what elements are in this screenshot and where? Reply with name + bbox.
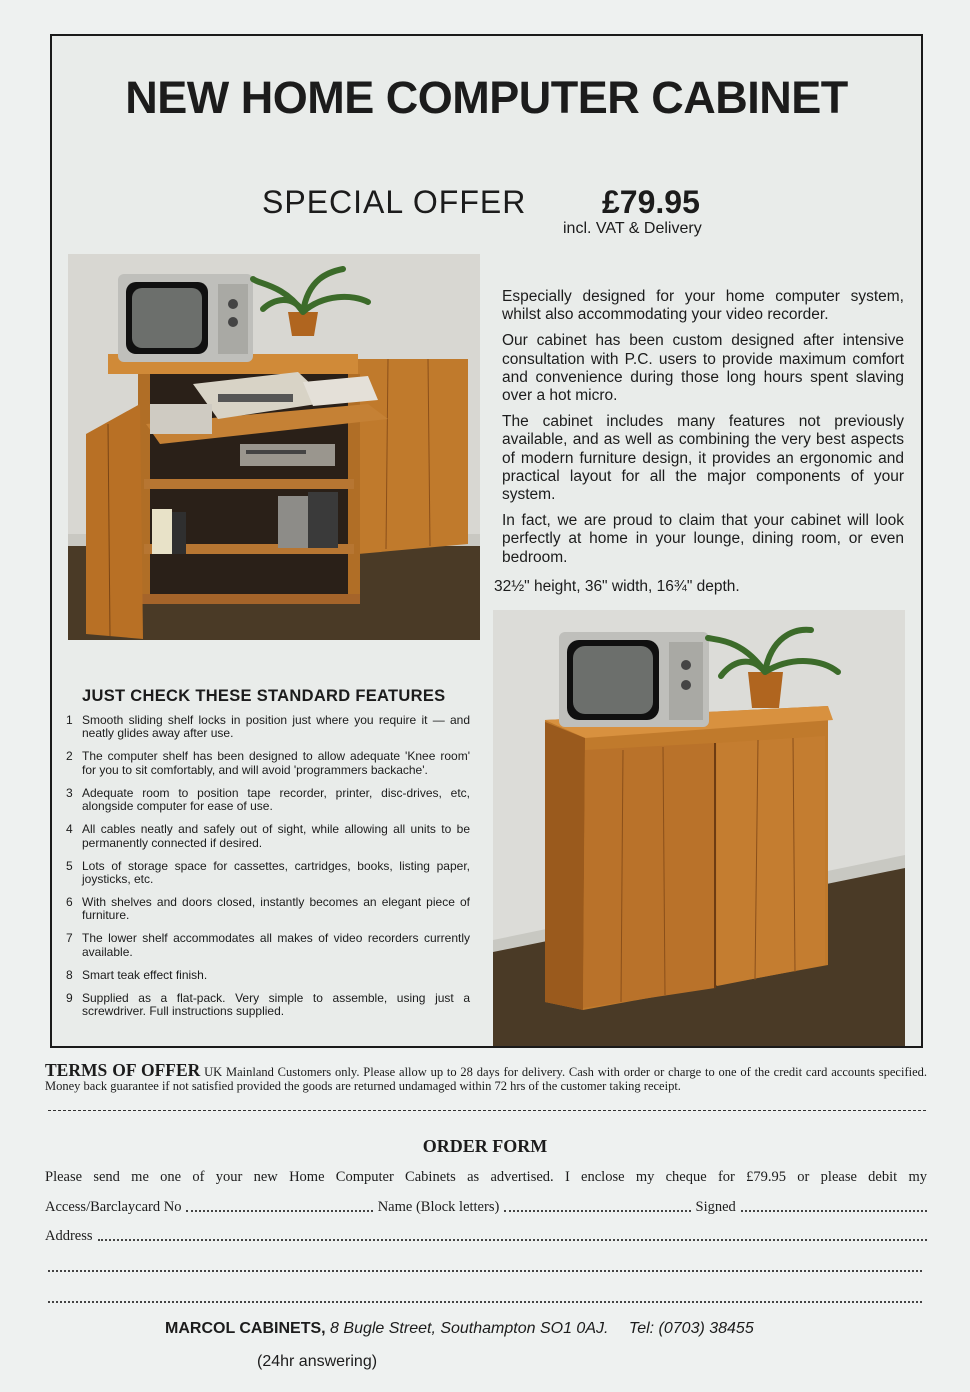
list-item: [66, 787, 470, 814]
card-number-label: Access/Barclaycard No: [45, 1199, 182, 1215]
intro-text: [502, 288, 904, 575]
terms-text: UK Mainland Customers only. Please allow up to 28 days for delivery. Cash with order or charge to one of the credit card accounts specified. Money back guarantee if not satisfied provided the goods are returned undamaged within 72 hrs of the customer taking receipt.: [45, 1065, 928, 1093]
terms-of-offer: [45, 1060, 928, 1093]
feature-text: Adequate room to position tape recorder, printer, disc-drives, etc, alongside computer for ease of use.: [82, 785, 470, 814]
features-list: [66, 714, 470, 1028]
order-card-line: [45, 1199, 927, 1216]
feature-text: Supplied as a flat-pack. Very simple to assemble, using just a screwdriver. Full instructions supplied.: [82, 990, 470, 1019]
dimensions: 32½" height, 36" width, 16¾" depth.: [494, 578, 740, 595]
feature-text: Lots of storage space for cassettes, cartridges, books, listing paper, joysticks, etc.: [82, 858, 470, 887]
address-label: Address: [45, 1228, 93, 1244]
address-field-line-3[interactable]: [48, 1301, 922, 1303]
cut-line: [48, 1110, 926, 1111]
list-item: [66, 969, 470, 982]
intro-paragraph: Especially designed for your home computer system, whilst also accommodating your video recorder.: [502, 288, 904, 324]
headline: NEW HOME COMPUTER CABINET: [125, 72, 848, 123]
signature-field[interactable]: [741, 1210, 927, 1212]
terms-label: TERMS OF OFFER: [45, 1060, 201, 1080]
list-item: [66, 750, 470, 777]
feature-text: The lower shelf accommodates all makes of video recorders currently available.: [82, 931, 470, 959]
list-item: [66, 823, 470, 850]
company-footer: [165, 1320, 754, 1338]
closed-cabinet-photo: [493, 610, 905, 1046]
name-label: Name (Block letters): [377, 1199, 500, 1215]
company-address: 8 Bugle Street, Southampton SO1 0AJ.: [330, 1320, 609, 1337]
feature-number: 4: [66, 822, 73, 837]
advert-frame: [50, 34, 923, 1048]
price-note: incl. VAT & Delivery: [563, 220, 702, 237]
list-item: [66, 992, 470, 1019]
list-item: [66, 860, 470, 887]
card-number-field[interactable]: [186, 1210, 372, 1212]
name-field[interactable]: [504, 1210, 690, 1212]
feature-number: 6: [66, 895, 73, 910]
offer-price: £79.95: [602, 184, 700, 220]
intro-paragraph: The cabinet includes many features not previously available, and as well as combining the very best aspects of modern furniture design, it provides an ergonomic and practical layout for all the major components of your system.: [502, 413, 904, 504]
feature-number: 3: [66, 785, 73, 800]
feature-number: 5: [66, 858, 73, 873]
open-cabinet-photo: [68, 254, 480, 640]
feature-text: Smooth sliding shelf locks in position just where you require it — and neatly glides away after use.: [82, 713, 470, 741]
feature-number: 9: [66, 990, 73, 1005]
intro-paragraph: Our cabinet has been custom designed after intensive consultation with P.C. users to provide maximum comfort and convenience during those long hours spent slaving over a hot micro.: [502, 332, 904, 405]
address-field-line-2[interactable]: [48, 1270, 922, 1272]
offer-label: SPECIAL OFFER: [262, 184, 527, 220]
signed-label: Signed: [695, 1199, 736, 1215]
address-field[interactable]: [98, 1239, 927, 1241]
feature-text: With shelves and doors closed, instantly becomes an elegant piece of furniture.: [82, 895, 470, 923]
feature-number: 7: [66, 931, 73, 946]
feature-text: The computer shelf has been designed to allow adequate 'Knee room' for you to sit comfortably, and will avoid 'programmers backache'.: [82, 749, 470, 777]
order-form-title: ORDER FORM: [422, 1136, 548, 1156]
order-request-text: Please send me one of your new Home Computer Cabinets as advertised. I enclose my cheque for £79.95 or please debit my: [45, 1169, 927, 1185]
closed-cabinet-illustration: [493, 610, 905, 1046]
intro-paragraph: In fact, we are proud to claim that your cabinet will look perfectly at home in your lounge, dining room, or even bedroom.: [502, 512, 904, 566]
feature-text: Smart teak effect finish.: [82, 967, 208, 982]
answering-hours: (24hr answering): [257, 1353, 378, 1370]
features-title: JUST CHECK THESE STANDARD FEATURES: [82, 687, 446, 705]
open-cabinet-illustration: [68, 254, 480, 640]
order-request-line: [45, 1169, 927, 1186]
feature-text: All cables neatly and safely out of sight, while allowing all units to be permanently connected if desired.: [82, 822, 470, 850]
list-item: [66, 932, 470, 959]
company-telephone: Tel: (0703) 38455: [628, 1320, 754, 1337]
list-item: [66, 714, 470, 741]
list-item: [66, 896, 470, 923]
company-name: MARCOL CABINETS,: [165, 1320, 326, 1337]
feature-number: 1: [66, 713, 73, 727]
order-address-line: [45, 1228, 927, 1245]
feature-number: 2: [66, 749, 73, 764]
feature-number: 8: [66, 967, 73, 982]
